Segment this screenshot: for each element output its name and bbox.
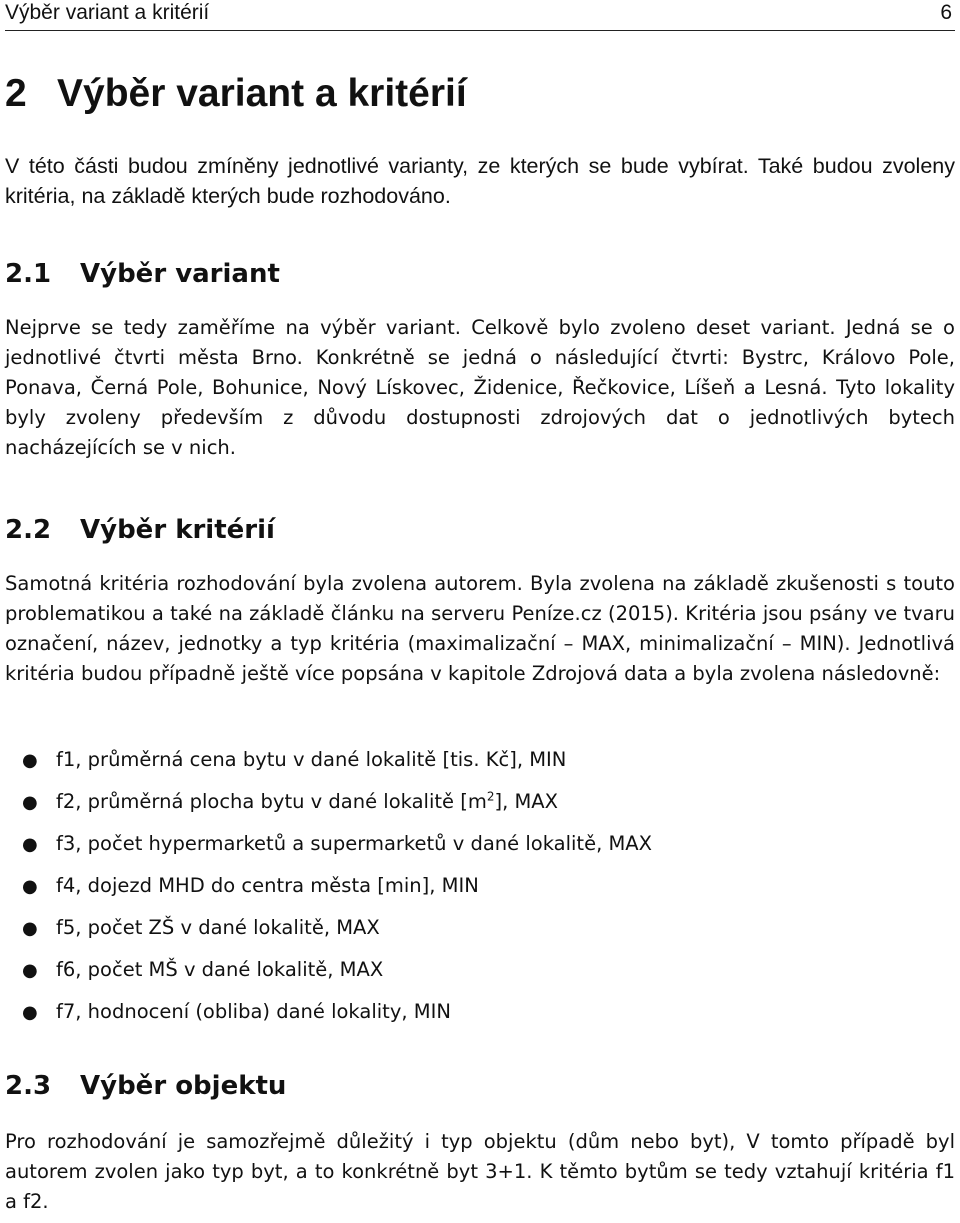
- bullet-icon: ●: [22, 960, 38, 981]
- criterion-f2-text: f2, průměrná plocha bytu v dané lokalitě [m: [56, 790, 487, 813]
- section-2-1-heading: [5, 257, 280, 291]
- chapter-intro-paragraph: V této části budou zmíněny jednotlivé varianty, ze kterých se bude vybírat. Také budou zvoleny kritéria, na základě kterých bude rozhodováno.: [5, 154, 955, 208]
- list-item: [22, 826, 652, 868]
- criterion-f3: f3, počet hypermarketů a supermarketů v dané lokalitě, MAX: [56, 832, 652, 855]
- bullet-icon: ●: [22, 918, 38, 939]
- bullet-icon: ●: [22, 792, 38, 813]
- list-item: [22, 868, 652, 910]
- list-item: [22, 910, 652, 952]
- section-2-3-title: Výběr objektu: [80, 1071, 287, 1101]
- section-2-3-heading: [5, 1069, 286, 1103]
- section-2-2-number: 2.2: [5, 515, 52, 545]
- list-item: [22, 742, 652, 784]
- chapter-title: Výběr variant a kritérií: [57, 72, 467, 115]
- chapter-number: 2: [5, 72, 27, 115]
- list-item: [22, 784, 652, 826]
- criterion-f4: f4, dojezd MHD do centra města [min], MIN: [56, 874, 479, 897]
- criteria-list: [22, 742, 652, 1036]
- section-2-2-heading: [5, 513, 275, 547]
- list-item: [22, 994, 652, 1036]
- chapter-heading: [5, 70, 467, 118]
- criterion-f5: f5, počet ZŠ v dané lokalitě, MAX: [56, 916, 380, 939]
- running-header: [5, 0, 955, 31]
- criterion-f2: [56, 790, 558, 813]
- section-2-1-title: Výběr variant: [80, 259, 280, 289]
- section-2-3-number: 2.3: [5, 1071, 52, 1101]
- bullet-icon: ●: [22, 876, 38, 897]
- section-2-2-title: Výběr kritérií: [80, 515, 275, 545]
- section-2-1-paragraph: Nejprve se tedy zaměříme na výběr variant. Celkově bylo zvoleno deset variant. Jedná se o jednotlivé čtvrti města Brno. Konkrétně se jedná o následující čtvrti: Bystrc, Královo Pole, Ponava, Černá Pole, Bohunice, Nový Lískovec, Židenice, Řečkovice, Líšeň a Lesná. Tyto lokality byly zvoleny především z důvodu dostupnosti zdrojových dat o jednotlivých bytech nacházejících se v nich.: [5, 316, 955, 459]
- page-number: 6: [940, 1, 952, 24]
- criterion-f7: f7, hodnocení (obliba) dané lokality, MIN: [56, 1000, 451, 1023]
- criterion-f2-suffix: ], MAX: [494, 790, 558, 813]
- criterion-f6: f6, počet MŠ v dané lokalitě, MAX: [56, 958, 384, 981]
- criterion-f1: f1, průměrná cena bytu v dané lokalitě [tis. Kč], MIN: [56, 748, 567, 771]
- section-2-3-paragraph: Pro rozhodování je samozřejmě důležitý i typ objektu (dům nebo byt), V tomto případě byl autorem zvolen jako typ byt, a to konkrétně byt 3+1. K těmto bytům se tedy vztahují kritéria f1 a f2.: [5, 1130, 955, 1213]
- section-2-1-number: 2.1: [5, 259, 52, 289]
- list-item: [22, 952, 652, 994]
- bullet-icon: ●: [22, 750, 38, 771]
- criterion-f2-superscript: 2: [486, 789, 495, 804]
- header-title: Výběr variant a kritérií: [5, 1, 210, 24]
- section-2-2-paragraph: Samotná kritéria rozhodování byla zvolena autorem. Byla zvolena na základě zkušenosti s touto problematikou a také na základě článku na serveru Peníze.cz (2015). Kritéria jsou psány ve tvaru označení, název, jednotky a typ kritéria (maximalizační – MAX, minimalizační – MIN). Jednotlivá kritéria budou případně ještě více popsána v kapitole Zdrojová data a byla zvolena následovně:: [5, 572, 955, 685]
- bullet-icon: ●: [22, 834, 38, 855]
- bullet-icon: ●: [22, 1002, 38, 1023]
